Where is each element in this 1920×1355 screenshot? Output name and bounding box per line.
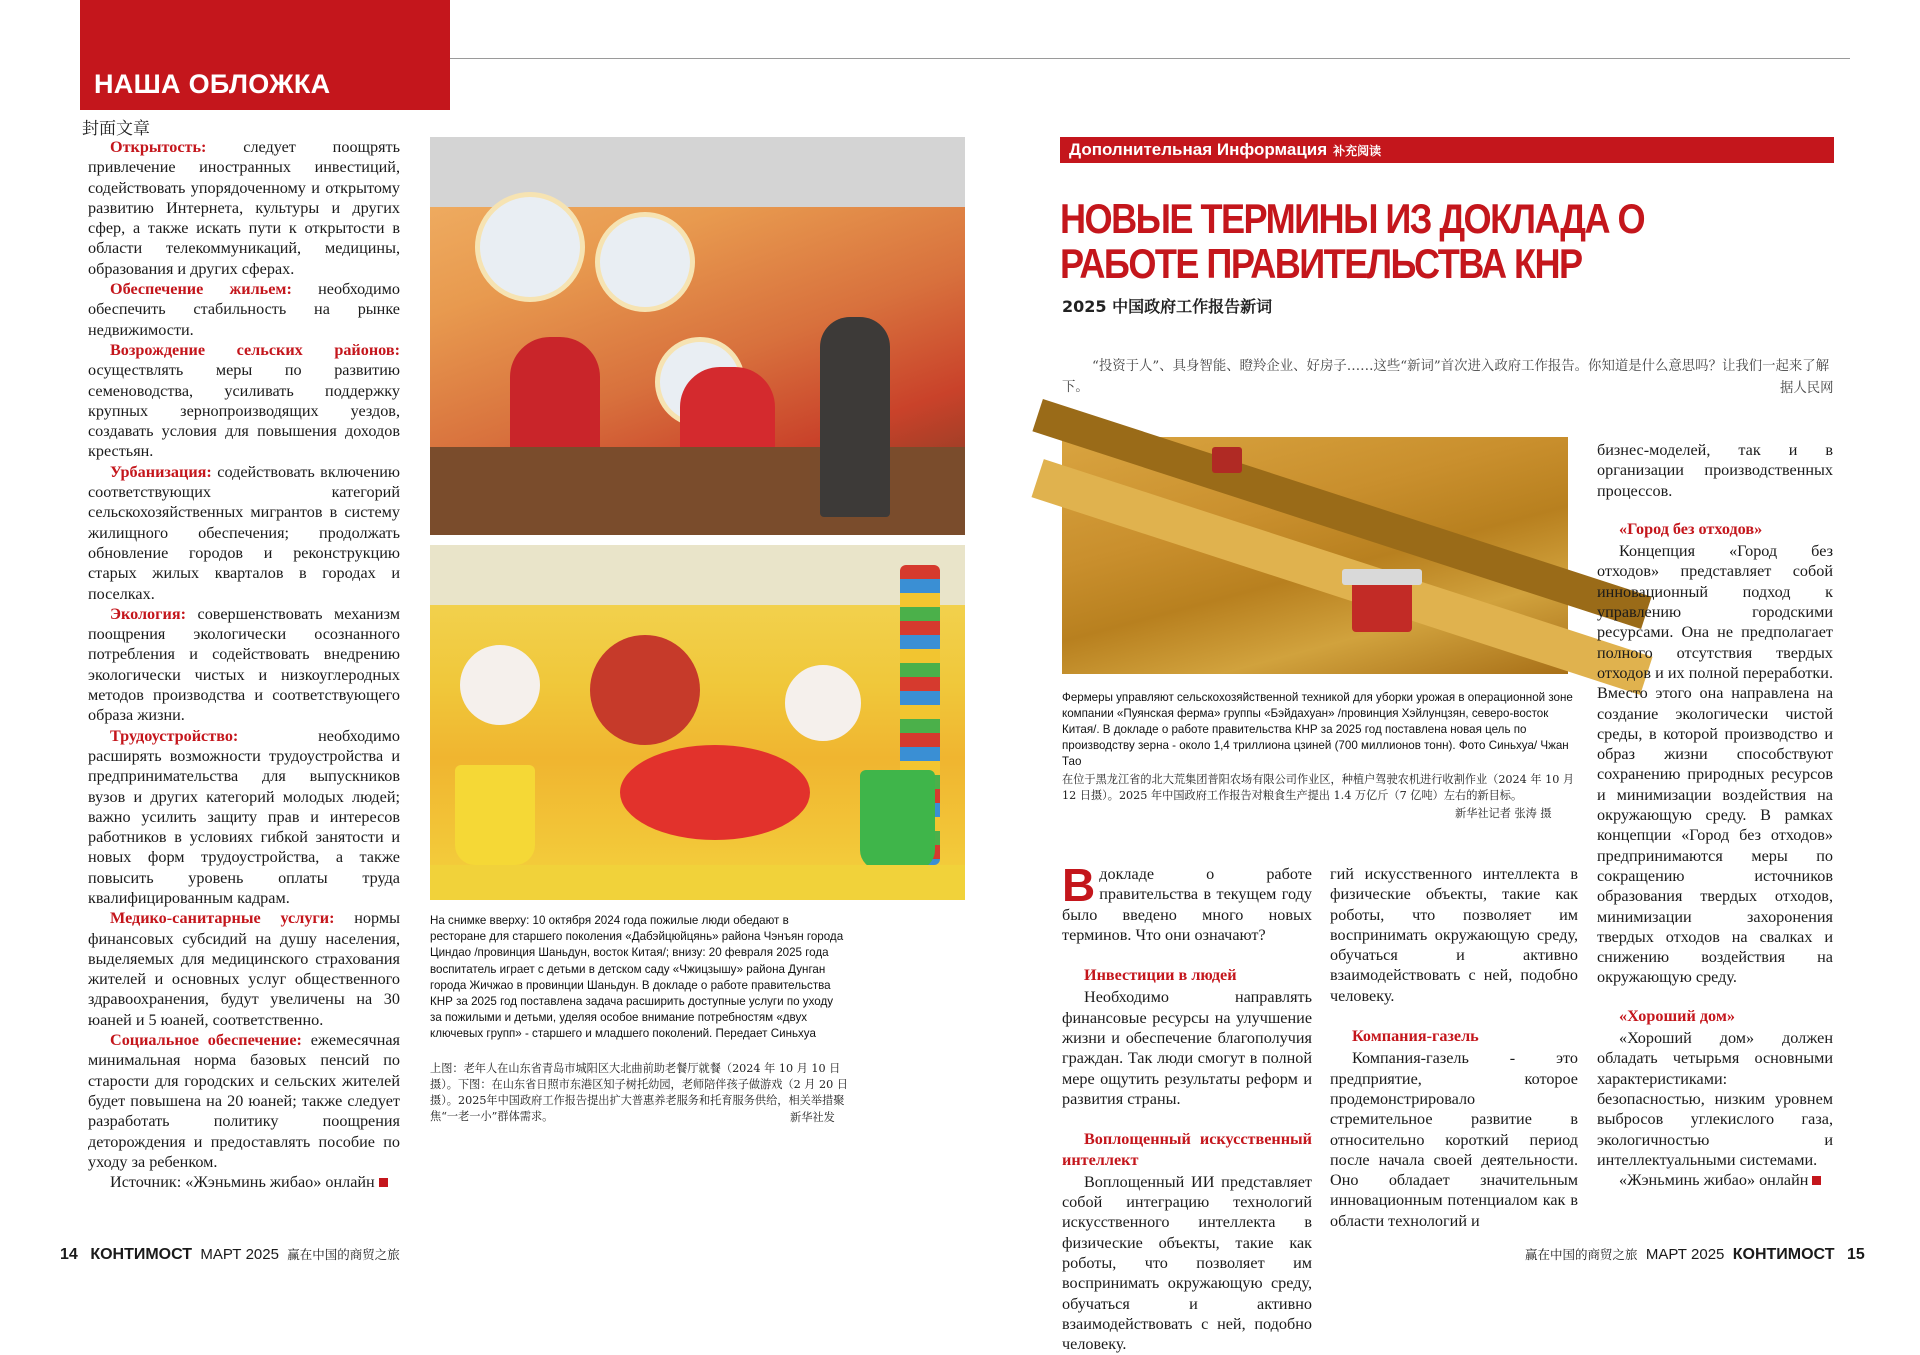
page-number: 14	[60, 1246, 78, 1263]
info-label-text: Дополнительная Информация	[1069, 140, 1328, 159]
article-headline: НОВЫЕ ТЕРМИНЫ ИЗ ДОКЛАДА О РАБОТЕ ПРАВИТЕЛЬСТВА КНР	[1060, 195, 1645, 287]
issue-date: МАРТ 2025	[200, 1246, 279, 1263]
lead-text: докладе о работе правительства в текущем году было введено много новых терминов. Что они означают?	[1062, 865, 1312, 944]
info-label-cn: 补充阅读	[1333, 144, 1382, 158]
photo-restaurant	[430, 137, 965, 535]
left-text-column	[88, 137, 400, 1192]
intro-cn: “投资于人”、具身智能、瞪羚企业、好房子……这些“新词”首次进入政府工作报告。你知道是什么意思吗？让我们一起来了解下。	[1062, 359, 1830, 395]
photo-caption: На снимке вверху: 10 октября 2024 года пожилые люди обедают в ресторане для старшего поколения «Дабэйцюйцянь» района Чэнъян города Циндао /провинция Шаньдун, восток Китая/; внизу: 20 февраля 2025 года воспитатель играет с детьми в детском саду «Чжицзышу» района Дунган города Жичжао в провинции Шаньдун. В докладе о работе правительства КНР за 2025 год поставлена задача расширить доступные услуги по уходу за пожилыми и детьми, уделяя особое внимание потребностям «двух ключевых групп» - старшего и младшего поколений. Передает Синьхуа	[430, 914, 844, 1041]
header-rule	[450, 58, 1850, 59]
term-label: Социальное обеспечение:	[110, 1031, 302, 1050]
paragraph-text: совершенствовать механизм поощрения экологически осознанного потребления и содействовать внедрению экологически чистых и низкоуглеродных методов производства и соответствующего образа жизни.	[88, 604, 400, 725]
footer-left	[60, 1245, 400, 1264]
page-number: 15	[1847, 1246, 1865, 1263]
end-mark-icon	[1812, 1176, 1821, 1185]
paragraph	[88, 462, 400, 604]
paragraph: гий искусственного интеллекта в физические объекты, такие как роботы, что позволяет им воспринимать окружающую среду, обучаться и активно взаимодействовать с ней, подобно человеку.	[1330, 865, 1578, 1005]
paragraph-text: необходимо обеспечить стабильность на рынке недвижимости.	[88, 280, 401, 339]
photo-kindergarten	[430, 545, 965, 900]
source-line	[88, 1172, 400, 1192]
photo-credit-cn: 新华社记者 张涛 摄	[1455, 807, 1552, 820]
photo-credit-cn: 新华社发	[790, 1111, 835, 1124]
footer-right	[1525, 1245, 1865, 1264]
paragraph	[88, 604, 400, 726]
article-column-3	[1597, 440, 1833, 1190]
article-column-2	[1330, 864, 1578, 1231]
intro-source-cn: 据人民网	[1780, 381, 1834, 396]
drop-cap: В	[1062, 859, 1096, 911]
section-title: НАША ОБЛОЖКА	[94, 69, 331, 99]
subheading: «Город без отходов»	[1619, 519, 1763, 538]
article-column-1	[1062, 859, 1312, 1354]
paragraph	[88, 340, 400, 462]
paragraph: «Хороший дом» должен обладать четырьмя основными характеристиками: безопасностью, низким уровнем выбросов углекислого газа, экологичностью и интеллектуальными системами.	[1597, 1029, 1833, 1169]
end-mark-icon	[379, 1178, 388, 1187]
paragraph-text: ежемесячная минимальная норма базовых пенсий по старости для городских и сельских жителей будет повышена на 20 юаней; также следует разработать политику поощрения деторождения и предоставлять пособие по уходу за ребенком.	[88, 1031, 400, 1171]
paragraph	[88, 279, 400, 340]
paragraph	[88, 137, 400, 279]
info-bar-label	[1069, 140, 1381, 160]
source-line	[1597, 1170, 1833, 1190]
source-text: «Жэньминь жибао» онлайн	[1619, 1171, 1809, 1190]
term-label: Открытость:	[110, 138, 207, 156]
paragraph-text: необходимо расширять возможности трудоустройства и предпринимательства для выпускников вузов и других категорий молодых людей; важно усилить защиту прав и интересов работников в условиях гибкой занятости и новых форм трудоустройства, а также повысить уровень оплаты труда квалифицированным кадрам.	[88, 726, 400, 907]
term-label: Обеспечение жильем:	[110, 280, 292, 299]
section-title-cn: 封面文章	[82, 119, 150, 139]
paragraph	[88, 908, 400, 1030]
source-text: Источник: «Жэньминь жибао» онлайн	[110, 1173, 375, 1192]
paragraph	[88, 726, 400, 909]
paragraph	[88, 1030, 400, 1172]
term-label: Медико-санитарные услуги:	[110, 909, 335, 928]
slogan-cn: 赢在中国的商贸之旅	[287, 1247, 400, 1262]
paragraph-text: нормы финансовых субсидий на душу населения, выделяемых для медицинского страхования жителей и основных услуг общественного здравоохранения, будут увеличены на 30 юаней и 5 юаней, соответственно.	[88, 909, 400, 1029]
paragraph-text: следует поощрять привлечение иностранных инвестиций, содействовать упорядоченному и открытому развитию Интернета, культуры и других сфер, а также искать пути к открытости в области телекоммуникаций, медицины, образования и других сферах.	[88, 138, 400, 278]
issue-date: МАРТ 2025	[1645, 1246, 1725, 1263]
photo-caption: Фермеры управляют сельскохозяйственной техникой для уборки урожая в операционной зоне компании «Пуянская ферма» группы «Бэйдахуан» /провинция Хэйлунцзян, северо-восток Китая/. В докладе о работе правительства КНР за 2025 год поставлена новая цель по производству зерна - около 1,4 триллиона цзиней (700 миллионов тонн). Фото Синьхуа/ Чжан Тао	[1062, 691, 1573, 768]
paragraph: Концепция «Город без отходов» представляет собой инновационный подход к управлению городскими ресурсами. Она не предполагает полного отсутствия твердых отходов и их полной переработки. Вместо этого она направлена на создание экологически чистой среды, в которой производство и образ жизни способствуют сохранению природных ресурсов и минимизации воздействия на окружающую среду. В рамках концепции «Город без отходов» предпринимаются меры по сокращению источников образования твердых отходов, минимизации захоронения твердых отходов на свалках и снижению воздействия на окружающую среду.	[1597, 542, 1833, 987]
photo-harvest	[1062, 437, 1568, 674]
section-banner	[80, 0, 450, 110]
subheading: «Хороший дом»	[1619, 1006, 1735, 1025]
paragraph: Необходимо направлять финансовые ресурсы на улучшение жизни и обеспечение благополучия граждан. Так люди смогут в полной мере ощутить результаты реформ и развития страны.	[1062, 988, 1312, 1108]
paragraph: Воплощенный ИИ представляет собой интеграцию технологий искусственного интеллекта в физические объекты, такие как роботы, что позволяет им воспринимать окружающую среду, обучаться и активно взаимодействовать с ней, подобно человеку.	[1062, 1172, 1312, 1354]
paragraph: Компания-газель - это предприятие, которое продемонстрировало стремительное развитие в относительно короткий период после начала своей деятельности. Оно обладает значительным инновационным потенциалом как в области технологий и	[1330, 1049, 1578, 1230]
subheading: Воплощенный искусственный интеллект	[1062, 1130, 1312, 1169]
subheading: Инвестиции в людей	[1084, 966, 1237, 985]
term-label: Урбанизация:	[110, 462, 212, 481]
term-label: Возрождение сельских районов:	[110, 340, 400, 359]
article-headline-cn: 2025 中国政府工作报告新词	[1062, 297, 1273, 316]
photo-caption-cn: 上图：老年人在山东省青岛市城阳区大北曲前助老餐厅就餐（2024 年 10 月 10 日摄）。下图：在山东省日照市东港区知子树托幼园，老师陪伴孩子做游戏（2 月 20 日摄）。2025年中国政府工作报告提出扩大普惠养老服务和托育服务供给，相关举措聚焦“一老一小”群体需求。	[430, 1062, 848, 1123]
term-label: Экология:	[110, 604, 186, 623]
magazine-brand: КОНТИМОСТ	[90, 1246, 193, 1263]
term-label: Трудоустройство:	[110, 726, 239, 745]
magazine-brand: КОНТИМОСТ	[1732, 1246, 1835, 1263]
paragraph-text: осуществлять меры по развитию семеноводства, усиливать поддержку крупных зернопроизводящих уездов, создавать условия для повышения доходов крестьян.	[88, 361, 400, 461]
paragraph: бизнес-моделей, так и в организации производственных процессов.	[1597, 441, 1833, 500]
slogan-cn: 赢在中国的商贸之旅	[1525, 1247, 1638, 1262]
photo-caption-cn: 在位于黑龙江省的北大荒集团普阳农场有限公司作业区，种植户驾驶农机进行收割作业（2024 年 10 月 12 日摄）。2025 年中国政府工作报告对粮食生产提出 1.4 万亿斤（7 亿吨）左右的新目标。	[1062, 773, 1575, 802]
lead-paragraph	[1062, 859, 1312, 945]
info-bar	[1060, 137, 1834, 163]
paragraph-text: содействовать включению соответствующих категорий сельскохозяйственных мигрантов в систему жилищного обеспечения; продолжать обновление городов и реконструкцию старых жилых кварталов в городах и поселках.	[88, 462, 400, 603]
subheading: Компания-газель	[1352, 1027, 1479, 1046]
